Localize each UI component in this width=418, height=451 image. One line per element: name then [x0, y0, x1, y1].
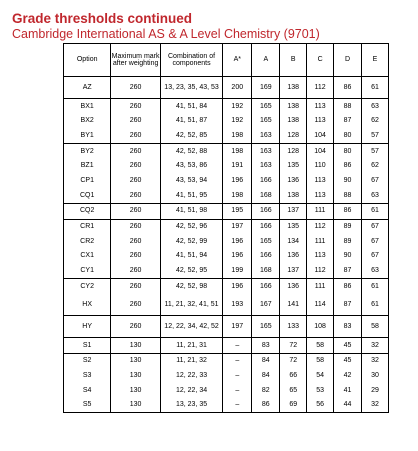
cell-b: 137: [280, 203, 307, 219]
cell-a: 165: [252, 114, 280, 129]
cell-max-mark: 260: [111, 219, 161, 234]
cell-e: 30: [362, 368, 389, 383]
col-header-max-mark: Maximum mark after weighting: [111, 44, 161, 77]
cell-components: 41, 51, 84: [160, 99, 222, 114]
cell-a-star: –: [223, 353, 252, 368]
cell-b: 136: [280, 279, 307, 294]
col-header-c: C: [307, 44, 334, 77]
cell-option: CY1: [64, 264, 111, 279]
cell-a: 86: [252, 398, 280, 413]
cell-b: 65: [280, 383, 307, 398]
cell-d: 80: [334, 128, 362, 143]
cell-e: 57: [362, 128, 389, 143]
table-row: [64, 315, 389, 337]
cell-c: 112: [307, 219, 334, 234]
cell-a-star: 191: [223, 159, 252, 174]
cell-components: 41, 51, 94: [160, 249, 222, 264]
cell-c: 104: [307, 144, 334, 159]
table-row: [64, 353, 389, 368]
cell-option: CR2: [64, 234, 111, 249]
cell-components: 11, 21, 31: [160, 337, 222, 353]
cell-a-star: 192: [223, 99, 252, 114]
cell-c: 113: [307, 114, 334, 129]
cell-b: 138: [280, 188, 307, 203]
cell-e: 61: [362, 203, 389, 219]
cell-components: 41, 51, 87: [160, 114, 222, 129]
cell-max-mark: 260: [111, 234, 161, 249]
cell-components: 42, 52, 85: [160, 128, 222, 143]
table-row: [64, 203, 389, 219]
cell-a-star: –: [223, 398, 252, 413]
cell-option: HX: [64, 294, 111, 316]
cell-a-star: 200: [223, 77, 252, 99]
cell-components: 42, 52, 98: [160, 279, 222, 294]
col-header-b: B: [280, 44, 307, 77]
cell-a: 163: [252, 144, 280, 159]
cell-c: 108: [307, 315, 334, 337]
cell-b: 69: [280, 398, 307, 413]
cell-a: 163: [252, 159, 280, 174]
page-subtitle: Cambridge International AS & A Level Chemistry (9701): [12, 27, 320, 41]
col-header-option: Option: [64, 44, 111, 77]
cell-e: 67: [362, 234, 389, 249]
cell-e: 62: [362, 159, 389, 174]
cell-option: BZ1: [64, 159, 111, 174]
cell-max-mark: 260: [111, 203, 161, 219]
cell-a: 168: [252, 264, 280, 279]
cell-d: 88: [334, 99, 362, 114]
table-row: [64, 383, 389, 398]
cell-c: 56: [307, 398, 334, 413]
cell-c: 113: [307, 249, 334, 264]
cell-option: HY: [64, 315, 111, 337]
cell-components: 11, 21, 32, 41, 51: [160, 294, 222, 316]
table-row: [64, 128, 389, 143]
cell-d: 86: [334, 279, 362, 294]
cell-b: 138: [280, 77, 307, 99]
cell-c: 54: [307, 368, 334, 383]
cell-c: 110: [307, 159, 334, 174]
table-row: [64, 77, 389, 99]
cell-max-mark: 260: [111, 77, 161, 99]
cell-e: 58: [362, 315, 389, 337]
cell-e: 63: [362, 99, 389, 114]
cell-b: 128: [280, 144, 307, 159]
cell-components: 43, 53, 94: [160, 173, 222, 188]
cell-a: 165: [252, 99, 280, 114]
cell-max-mark: 130: [111, 368, 161, 383]
cell-d: 87: [334, 114, 362, 129]
cell-a: 166: [252, 249, 280, 264]
cell-a-star: –: [223, 337, 252, 353]
cell-b: 133: [280, 315, 307, 337]
cell-max-mark: 260: [111, 114, 161, 129]
table-row: [64, 188, 389, 203]
cell-a-star: 198: [223, 128, 252, 143]
cell-option: CP1: [64, 173, 111, 188]
cell-e: 67: [362, 219, 389, 234]
cell-option: CX1: [64, 249, 111, 264]
cell-max-mark: 260: [111, 294, 161, 316]
cell-a: 165: [252, 315, 280, 337]
table-row: [64, 249, 389, 264]
cell-max-mark: 260: [111, 249, 161, 264]
cell-max-mark: 260: [111, 173, 161, 188]
cell-option: BX2: [64, 114, 111, 129]
cell-e: 63: [362, 264, 389, 279]
cell-b: 135: [280, 219, 307, 234]
table-row: [64, 159, 389, 174]
cell-c: 113: [307, 99, 334, 114]
table-row: [64, 219, 389, 234]
cell-max-mark: 260: [111, 279, 161, 294]
cell-max-mark: 130: [111, 398, 161, 413]
cell-c: 113: [307, 188, 334, 203]
cell-a: 168: [252, 188, 280, 203]
cell-e: 61: [362, 77, 389, 99]
cell-d: 87: [334, 264, 362, 279]
cell-d: 42: [334, 368, 362, 383]
cell-d: 86: [334, 77, 362, 99]
cell-c: 104: [307, 128, 334, 143]
cell-d: 90: [334, 249, 362, 264]
cell-e: 67: [362, 249, 389, 264]
cell-b: 72: [280, 353, 307, 368]
col-header-d: D: [334, 44, 362, 77]
cell-components: 12, 22, 34, 42, 52: [160, 315, 222, 337]
cell-e: 57: [362, 144, 389, 159]
cell-d: 44: [334, 398, 362, 413]
cell-a: 83: [252, 337, 280, 353]
cell-max-mark: 130: [111, 337, 161, 353]
cell-a: 169: [252, 77, 280, 99]
cell-option: AZ: [64, 77, 111, 99]
cell-components: 12, 22, 34: [160, 383, 222, 398]
cell-option: CQ1: [64, 188, 111, 203]
cell-b: 134: [280, 234, 307, 249]
cell-b: 72: [280, 337, 307, 353]
table-row: [64, 294, 389, 316]
cell-d: 86: [334, 159, 362, 174]
cell-a: 165: [252, 234, 280, 249]
cell-a-star: 195: [223, 203, 252, 219]
col-header-components: Combination of components: [160, 44, 222, 77]
cell-c: 58: [307, 337, 334, 353]
cell-d: 89: [334, 234, 362, 249]
cell-a-star: –: [223, 368, 252, 383]
cell-b: 137: [280, 264, 307, 279]
cell-a-star: 196: [223, 234, 252, 249]
cell-e: 61: [362, 279, 389, 294]
cell-e: 29: [362, 383, 389, 398]
cell-a-star: –: [223, 383, 252, 398]
cell-c: 111: [307, 279, 334, 294]
cell-option: CY2: [64, 279, 111, 294]
table-row: [64, 144, 389, 159]
cell-a: 166: [252, 279, 280, 294]
cell-components: 13, 23, 35: [160, 398, 222, 413]
col-header-a: A: [252, 44, 280, 77]
cell-b: 66: [280, 368, 307, 383]
cell-components: 42, 52, 96: [160, 219, 222, 234]
cell-b: 128: [280, 128, 307, 143]
cell-components: 11, 21, 32: [160, 353, 222, 368]
cell-c: 112: [307, 264, 334, 279]
cell-components: 42, 52, 88: [160, 144, 222, 159]
cell-max-mark: 260: [111, 264, 161, 279]
cell-max-mark: 260: [111, 99, 161, 114]
cell-c: 112: [307, 77, 334, 99]
cell-b: 141: [280, 294, 307, 316]
table-row: [64, 337, 389, 353]
cell-e: 32: [362, 353, 389, 368]
cell-option: BY2: [64, 144, 111, 159]
cell-d: 89: [334, 219, 362, 234]
cell-b: 135: [280, 159, 307, 174]
cell-a: 166: [252, 219, 280, 234]
cell-d: 83: [334, 315, 362, 337]
cell-a-star: 196: [223, 249, 252, 264]
cell-components: 12, 22, 33: [160, 368, 222, 383]
table-row: [64, 99, 389, 114]
cell-option: BX1: [64, 99, 111, 114]
cell-c: 113: [307, 173, 334, 188]
cell-option: S2: [64, 353, 111, 368]
cell-a-star: 199: [223, 264, 252, 279]
cell-max-mark: 130: [111, 383, 161, 398]
cell-d: 86: [334, 203, 362, 219]
cell-c: 111: [307, 203, 334, 219]
cell-a: 163: [252, 128, 280, 143]
cell-option: S1: [64, 337, 111, 353]
cell-c: 114: [307, 294, 334, 316]
table-row: [64, 398, 389, 413]
cell-components: 43, 53, 86: [160, 159, 222, 174]
cell-max-mark: 260: [111, 159, 161, 174]
cell-components: 13, 23, 35, 43, 53: [160, 77, 222, 99]
cell-a: 84: [252, 368, 280, 383]
cell-a: 166: [252, 203, 280, 219]
cell-b: 136: [280, 249, 307, 264]
cell-max-mark: 260: [111, 315, 161, 337]
cell-d: 45: [334, 353, 362, 368]
cell-e: 62: [362, 114, 389, 129]
col-header-e: E: [362, 44, 389, 77]
grade-thresholds-table: [63, 43, 389, 413]
cell-a-star: 193: [223, 294, 252, 316]
cell-d: 90: [334, 173, 362, 188]
cell-a: 166: [252, 173, 280, 188]
cell-a: 167: [252, 294, 280, 316]
cell-option: CQ2: [64, 203, 111, 219]
cell-option: S4: [64, 383, 111, 398]
cell-e: 61: [362, 294, 389, 316]
cell-a-star: 192: [223, 114, 252, 129]
cell-option: BY1: [64, 128, 111, 143]
col-header-a-star: A*: [223, 44, 252, 77]
cell-components: 42, 52, 95: [160, 264, 222, 279]
table-row: [64, 368, 389, 383]
table-row: [64, 173, 389, 188]
table-row: [64, 264, 389, 279]
cell-option: S3: [64, 368, 111, 383]
cell-components: 42, 52, 99: [160, 234, 222, 249]
cell-d: 88: [334, 188, 362, 203]
cell-d: 41: [334, 383, 362, 398]
cell-c: 53: [307, 383, 334, 398]
cell-a-star: 198: [223, 188, 252, 203]
table-row: [64, 234, 389, 249]
cell-c: 111: [307, 234, 334, 249]
cell-a: 82: [252, 383, 280, 398]
cell-a: 84: [252, 353, 280, 368]
cell-e: 32: [362, 337, 389, 353]
cell-max-mark: 260: [111, 144, 161, 159]
cell-c: 58: [307, 353, 334, 368]
table-row: [64, 114, 389, 129]
cell-b: 138: [280, 99, 307, 114]
cell-option: CR1: [64, 219, 111, 234]
cell-d: 87: [334, 294, 362, 316]
cell-a-star: 196: [223, 173, 252, 188]
cell-max-mark: 260: [111, 128, 161, 143]
cell-d: 45: [334, 337, 362, 353]
cell-e: 32: [362, 398, 389, 413]
cell-max-mark: 260: [111, 188, 161, 203]
table-row: [64, 279, 389, 294]
table-header-row: [64, 44, 389, 77]
cell-b: 136: [280, 173, 307, 188]
cell-a-star: 197: [223, 315, 252, 337]
cell-a-star: 196: [223, 279, 252, 294]
cell-option: S5: [64, 398, 111, 413]
cell-d: 80: [334, 144, 362, 159]
cell-a-star: 197: [223, 219, 252, 234]
page-title: Grade thresholds continued: [12, 11, 193, 26]
cell-max-mark: 130: [111, 353, 161, 368]
cell-e: 63: [362, 188, 389, 203]
cell-components: 41, 51, 98: [160, 203, 222, 219]
cell-b: 138: [280, 114, 307, 129]
cell-a-star: 198: [223, 144, 252, 159]
cell-components: 41, 51, 95: [160, 188, 222, 203]
cell-e: 67: [362, 173, 389, 188]
